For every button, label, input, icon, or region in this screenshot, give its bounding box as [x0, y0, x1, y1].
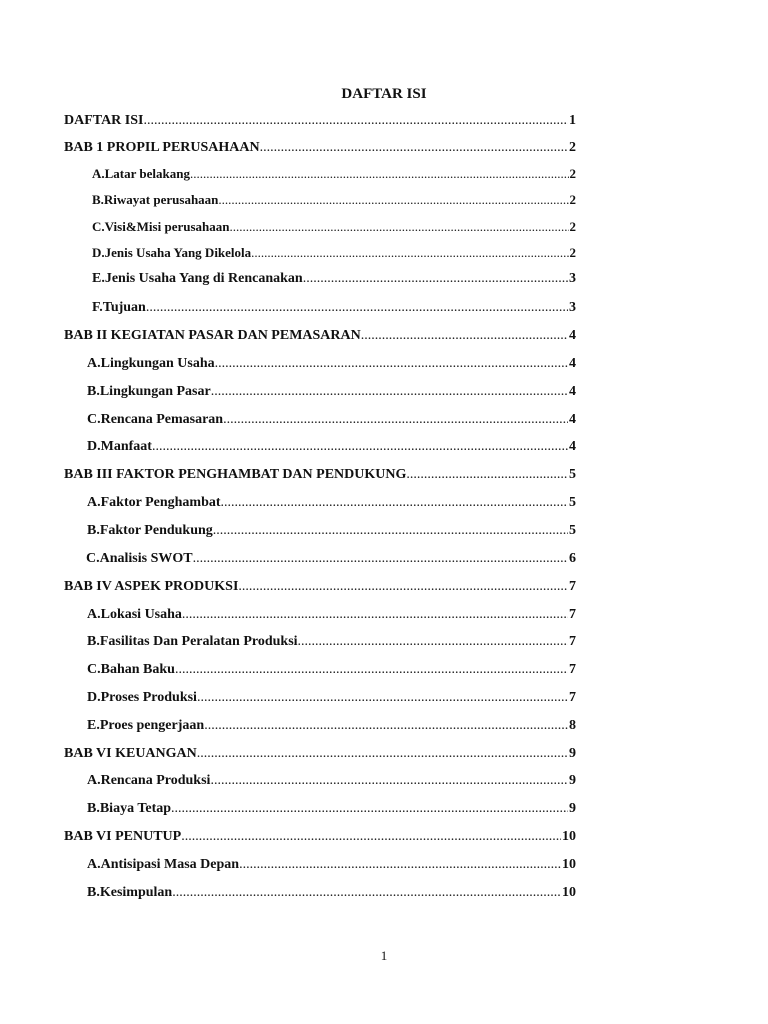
toc-entry-page: 4	[569, 384, 576, 399]
toc-entry-lingkungan-usaha[interactable]	[87, 353, 576, 375]
toc-entry-label: B.Fasilitas Dan Peralatan Produksi	[87, 634, 298, 649]
toc-entry-bab-penutup[interactable]	[64, 826, 576, 848]
toc-entry-kesimpulan[interactable]	[87, 882, 576, 904]
dot-leader	[143, 110, 568, 132]
toc-entry-page: 6	[569, 551, 576, 566]
dot-leader	[221, 492, 568, 514]
toc-entry-bab-2[interactable]	[64, 325, 576, 347]
toc-entry-label: B.Lingkungan Pasar	[87, 384, 211, 399]
toc-entry-page: 7	[569, 634, 576, 649]
toc-entry-page: 5	[569, 467, 576, 482]
dot-leader	[223, 409, 568, 431]
dot-leader	[260, 137, 568, 159]
toc-entry-bab-4[interactable]	[64, 576, 576, 598]
toc-entry-page: 8	[569, 718, 576, 733]
dot-leader	[251, 242, 568, 264]
toc-entry-label: BAB 1 PROPIL PERUSAHAAN	[64, 140, 260, 155]
toc-entry-proes-pengerjaan[interactable]	[87, 715, 576, 737]
toc-entry-label: A.Rencana Produksi	[87, 773, 211, 788]
dot-leader	[193, 548, 568, 570]
toc-entry-lingkungan-pasar[interactable]	[87, 381, 576, 403]
dot-leader	[172, 882, 561, 904]
dot-leader	[204, 715, 568, 737]
toc-entry-label: BAB IV ASPEK PRODUKSI	[64, 579, 239, 594]
toc-entry-label: C.Visi&Misi perusahaan	[92, 219, 230, 234]
dot-leader	[182, 604, 568, 626]
dot-leader	[229, 216, 568, 238]
dot-leader	[211, 381, 568, 403]
toc-entry-page: 7	[569, 690, 576, 705]
dot-leader	[171, 798, 568, 820]
toc-entry-page: 7	[569, 579, 576, 594]
dot-leader	[146, 297, 568, 319]
toc-entry-label: B.Faktor Pendukung	[87, 523, 213, 538]
toc-entry-analisis-swot[interactable]	[86, 548, 576, 570]
toc-entry-label: D.Proses Produksi	[87, 690, 197, 705]
toc-entry-rencana-produksi[interactable]	[87, 770, 576, 792]
toc-entry-page: 5	[569, 495, 576, 510]
toc-entry-bab-keuangan[interactable]	[64, 743, 576, 765]
page-number: 1	[380, 948, 388, 963]
dot-leader	[213, 520, 568, 542]
toc-entry-lokasi-usaha[interactable]	[87, 604, 576, 626]
toc-entry-bab-1[interactable]	[64, 137, 576, 159]
dot-leader	[298, 631, 568, 653]
toc-entry-label: A.Antisipasi Masa Depan	[87, 857, 240, 872]
toc-entry-riwayat-perusahaan[interactable]	[92, 189, 576, 211]
toc-entry-daftar-isi[interactable]	[64, 110, 576, 132]
toc-entry-label: DAFTAR ISI	[64, 113, 144, 128]
toc-entry-proses-produksi[interactable]	[87, 687, 576, 709]
dot-leader	[181, 826, 561, 848]
toc-entry-jenis-usaha-dikelola[interactable]	[92, 242, 576, 264]
dot-leader	[218, 189, 568, 211]
toc-entry-bab-3[interactable]	[64, 464, 576, 486]
toc-entry-faktor-pendukung[interactable]	[87, 520, 576, 542]
toc-entry-label: F.Tujuan	[92, 300, 146, 315]
dot-leader	[197, 687, 568, 709]
toc-entry-visi-misi[interactable]	[92, 216, 576, 238]
dot-leader	[175, 659, 568, 681]
dot-leader	[152, 436, 568, 458]
toc-entry-page: 2	[569, 166, 576, 181]
dot-leader	[190, 163, 569, 185]
toc-entry-label: C.Bahan Baku	[87, 662, 175, 677]
toc-entry-page: 3	[569, 271, 576, 286]
toc-entry-jenis-usaha-rencanakan[interactable]	[92, 268, 576, 290]
toc-entry-label: E.Jenis Usaha Yang di Rencanakan	[92, 271, 303, 286]
toc-entry-biaya-tetap[interactable]	[87, 798, 576, 820]
toc-entry-label: C.Analisis SWOT	[86, 551, 193, 566]
toc-entry-fasilitas-peralatan[interactable]	[87, 631, 576, 653]
toc-entry-latar-belakang[interactable]	[92, 163, 576, 185]
toc-entry-page: 9	[569, 746, 576, 761]
toc-entry-tujuan[interactable]	[92, 297, 576, 319]
dot-leader	[361, 325, 568, 347]
toc-entry-page: 9	[569, 801, 576, 816]
toc-entry-page: 4	[569, 412, 576, 427]
toc-entry-page: 2	[569, 245, 576, 260]
toc-entry-label: A.Latar belakang	[92, 166, 190, 181]
toc-entry-rencana-pemasaran[interactable]	[87, 409, 576, 431]
toc-entry-label: C.Rencana Pemasaran	[87, 412, 224, 427]
dot-leader	[210, 770, 568, 792]
dot-leader	[238, 576, 568, 598]
toc-entry-page: 4	[569, 328, 576, 343]
toc-entry-label: A.Faktor Penghambat	[87, 495, 221, 510]
toc-entry-antisipasi-masa-depan[interactable]	[87, 854, 576, 876]
dot-leader	[406, 464, 568, 486]
toc-entry-page: 3	[569, 300, 576, 315]
dot-leader	[197, 743, 568, 765]
toc-entry-page: 4	[569, 356, 576, 371]
toc-entry-page: 10	[562, 829, 576, 844]
toc-entry-page: 2	[569, 192, 576, 207]
dot-leader	[215, 353, 568, 375]
toc-entry-label: BAB II KEGIATAN PASAR DAN PEMASARAN	[64, 328, 361, 343]
toc-entry-page: 7	[569, 662, 576, 677]
toc-entry-bahan-baku[interactable]	[87, 659, 576, 681]
toc-entry-page: 10	[562, 857, 576, 872]
toc-entry-label: BAB VI PENUTUP	[64, 829, 182, 844]
toc-entry-label: D.Manfaat	[87, 439, 152, 454]
toc-entry-page: 9	[569, 773, 576, 788]
toc-entry-page: 2	[569, 219, 576, 234]
toc-entry-label: A.Lokasi Usaha	[87, 607, 182, 622]
toc-entry-page: 2	[569, 140, 576, 155]
toc-entry-label: B.Riwayat perusahaan	[92, 192, 219, 207]
page-title: DAFTAR ISI	[341, 86, 427, 102]
toc-entry-label: D.Jenis Usaha Yang Dikelola	[92, 245, 252, 260]
toc-entry-label: BAB VI KEUANGAN	[64, 746, 197, 761]
toc-entry-label: B.Biaya Tetap	[87, 801, 172, 816]
toc-entry-page: 7	[569, 607, 576, 622]
dot-leader	[239, 854, 561, 876]
toc-entry-label: B.Kesimpulan	[87, 885, 173, 900]
toc-entry-label: A.Lingkungan Usaha	[87, 356, 215, 371]
toc-entry-page: 4	[569, 439, 576, 454]
toc-entry-label: BAB III FAKTOR PENGHAMBAT DAN PENDUKUNG	[64, 467, 407, 482]
dot-leader	[303, 268, 568, 290]
toc-entry-label: E.Proes pengerjaan	[87, 718, 205, 733]
toc-entry-page: 1	[569, 113, 576, 128]
toc-entry-faktor-penghambat[interactable]	[87, 492, 576, 514]
toc-entry-page: 10	[562, 885, 576, 900]
toc-entry-manfaat[interactable]	[87, 436, 576, 458]
toc-entry-page: 5	[569, 523, 576, 538]
